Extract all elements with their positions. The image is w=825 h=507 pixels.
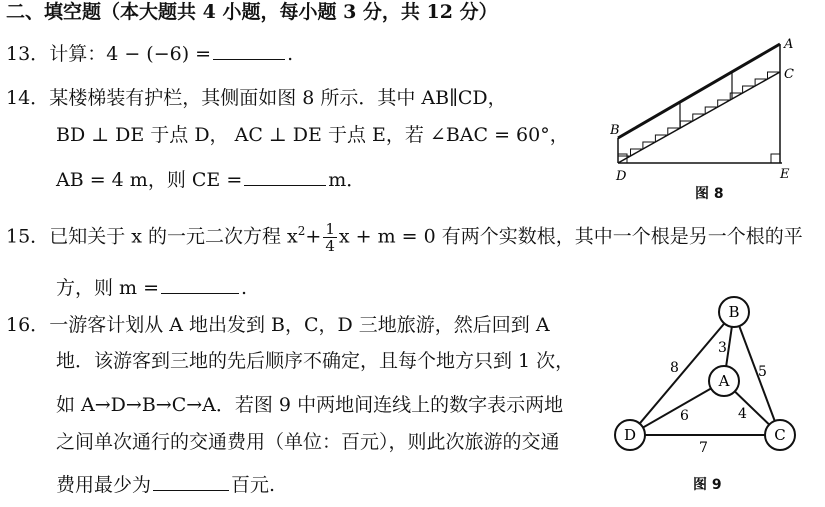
q16-text-1: 一游客计划从 A 地出发到 B，C，D 三地旅游，然后回到 A <box>49 314 550 336</box>
question-number: 15． <box>6 225 50 248</box>
weight-a-b: 3 <box>718 340 727 356</box>
fraction-numerator: 1 <box>325 219 335 238</box>
q16-text-5b: 百元. <box>231 474 276 496</box>
weight-a-c: 4 <box>738 406 747 422</box>
question-14-line-2 <box>56 123 569 147</box>
q15-text-1b: x + m = 0 有两个实数根，其中一个根是另一个根的平 <box>338 225 803 248</box>
label-b: B <box>610 123 620 138</box>
question-14-line-1 <box>6 86 507 110</box>
section-title: 二、填空题（本大题共 4 小题，每小题 3 分，共 12 分） <box>6 1 498 23</box>
node-d-label: D <box>623 426 637 444</box>
question-16-line-3 <box>56 393 563 417</box>
q15-plus: + <box>305 225 322 248</box>
q15-exponent: 2 <box>297 224 306 238</box>
fraction-denominator: 4 <box>325 236 335 255</box>
question-14-line-3 <box>56 167 365 192</box>
q16-text-3: 如 A→D→B→C→A．若图 9 中两地间连线上的数字表示两地 <box>56 394 564 416</box>
question-16-line-2 <box>56 349 574 373</box>
q16-text-2: 地．该游客到三地的先后顺序不确定，且每个地方只到 1 次， <box>56 350 575 372</box>
q14-text-3a: AB = 4 m，则 CE = <box>56 169 243 191</box>
q13-end: . <box>287 43 294 65</box>
question-number: 13． <box>6 43 50 65</box>
handrail-ab <box>618 44 780 138</box>
answer-blank-15[interactable] <box>161 275 239 294</box>
node-a-label: A <box>718 372 730 390</box>
answer-blank-16[interactable] <box>153 472 229 491</box>
question-13 <box>6 41 293 66</box>
question-number: 16． <box>6 314 50 336</box>
q14-text-2: BD ⊥ DE 于点 D， AC ⊥ DE 于点 E，若 ∠BAC = 60°， <box>56 124 569 146</box>
figure-8 <box>610 30 810 190</box>
weight-d-b: 8 <box>670 360 679 376</box>
right-angle-e <box>771 154 780 163</box>
question-number: 14． <box>6 87 50 109</box>
question-15-line-1 <box>6 219 803 254</box>
q16-text-5a: 费用最少为 <box>56 474 152 496</box>
weight-a-d: 6 <box>680 408 689 424</box>
figure-8-caption: 图 8 <box>695 186 724 202</box>
weight-b-c: 5 <box>758 364 767 380</box>
q16-text-4: 之间单次通行的交通费用（单位：百元），则此次旅游的交通 <box>56 431 560 453</box>
edge-a-d <box>630 381 724 435</box>
question-16-line-1 <box>6 313 550 337</box>
q15-text-2a: 方，则 m = <box>56 277 160 299</box>
node-b-label: B <box>728 303 740 321</box>
label-e: E <box>780 167 790 182</box>
label-d: D <box>616 169 627 184</box>
label-c: C <box>784 67 794 82</box>
question-16-line-4 <box>56 430 560 454</box>
q15-text-1a: 已知关于 x 的一元二次方程 x <box>49 225 298 248</box>
question-15-line-2 <box>56 275 247 300</box>
figure-9 <box>606 292 806 467</box>
answer-blank-13[interactable] <box>213 41 285 60</box>
question-16-line-5 <box>56 472 275 497</box>
q13-prefix: 计算： <box>49 43 107 65</box>
weight-d-c: 7 <box>699 440 708 456</box>
q13-expression: 4 − (−6) = <box>106 43 212 65</box>
q15-fraction <box>323 221 337 254</box>
q14-text-3b: m． <box>328 169 366 191</box>
q14-text-1: 某楼梯装有护栏，其侧面如图 8 所示．其中 AB∥CD， <box>49 87 507 109</box>
node-c-label: C <box>774 426 786 444</box>
q15-text-2b: . <box>241 277 248 299</box>
answer-blank-14[interactable] <box>244 167 326 186</box>
label-a: A <box>784 37 794 52</box>
figure-9-caption: 图 9 <box>693 477 722 493</box>
